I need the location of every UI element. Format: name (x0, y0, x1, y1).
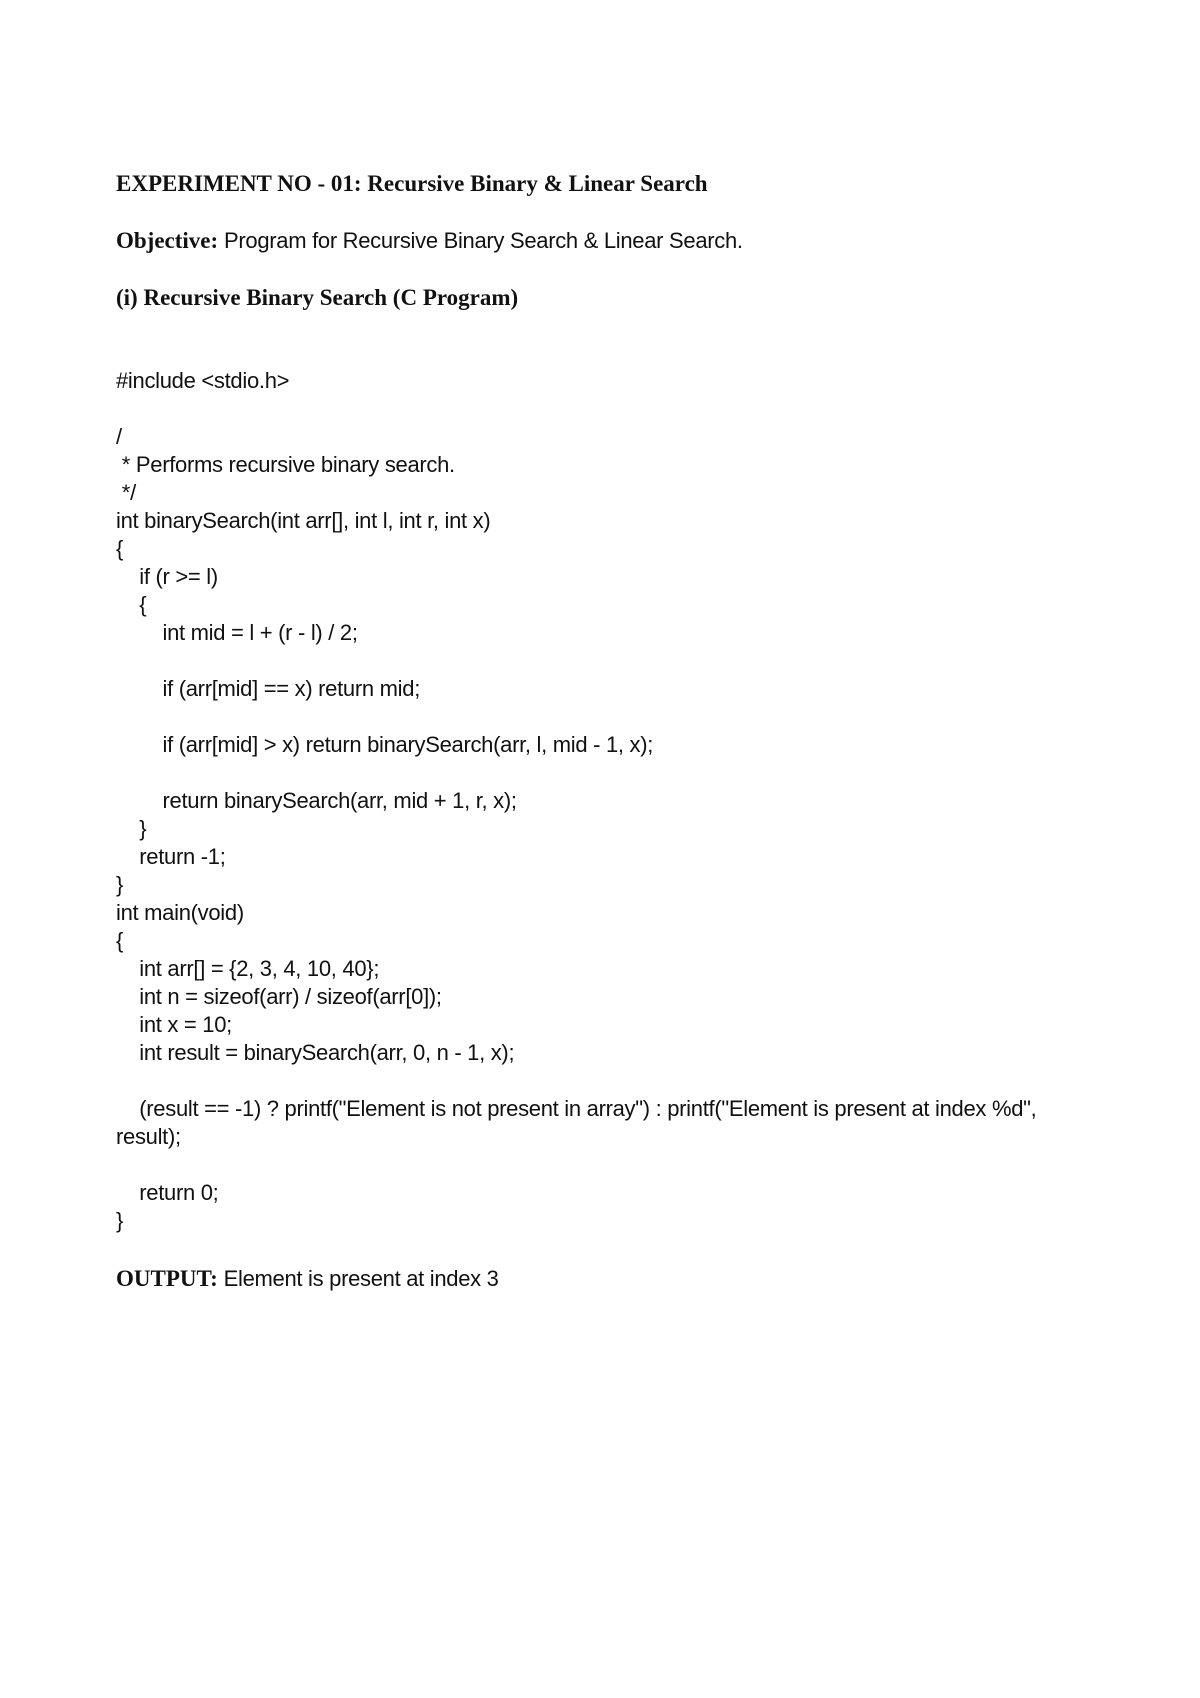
code-line: #include <stdio.h> (116, 368, 290, 393)
code-line (116, 759, 1096, 787)
experiment-title: EXPERIMENT NO - 01: Recursive Binary & Linear Search (116, 171, 708, 196)
code-line: */ (116, 480, 136, 505)
code-line: int mid = l + (r - l) / 2; (116, 620, 358, 645)
code-line: if (arr[mid] == x) return mid; (116, 676, 421, 701)
output-label: OUTPUT: (116, 1266, 218, 1291)
code-line: int x = 10; (116, 1012, 232, 1037)
code-line: } (116, 816, 147, 841)
code-line: } (116, 872, 124, 897)
objective-label: Objective: (116, 228, 219, 253)
code-line: { (116, 592, 147, 617)
code-listing (116, 367, 1096, 1235)
code-line: * Performs recursive binary search. (116, 452, 455, 477)
code-line: if (arr[mid] > x) return binarySearch(arr, l, mid - 1, x); (116, 732, 654, 757)
code-line: return 0; (116, 1180, 219, 1205)
code-line: { (116, 928, 124, 953)
code-line (116, 647, 1096, 675)
code-line: { (116, 536, 124, 561)
code-line: return binarySearch(arr, mid + 1, r, x); (116, 788, 517, 813)
code-line (116, 703, 1096, 731)
code-line: return -1; (116, 844, 226, 869)
code-line: int main(void) (116, 900, 244, 925)
code-line: int result = binarySearch(arr, 0, n - 1, x); (116, 1040, 515, 1065)
code-line: } (116, 1208, 124, 1233)
code-line: int arr[] = {2, 3, 4, 10, 40}; (116, 956, 380, 981)
section-heading: (i) Recursive Binary Search (C Program) (116, 285, 519, 310)
objective-paragraph (116, 227, 743, 255)
code-line (116, 395, 1096, 423)
objective-text: Program for Recursive Binary Search & Linear Search. (218, 228, 743, 253)
code-line: int binarySearch(int arr[], int l, int r, int x) (116, 508, 491, 533)
output-text: Element is present at index 3 (217, 1266, 499, 1291)
code-line (116, 1067, 1096, 1095)
code-line: / (116, 424, 122, 449)
code-line (116, 1151, 1096, 1179)
code-line: int n = sizeof(arr) / sizeof(arr[0]); (116, 984, 442, 1009)
code-line: if (r >= l) (116, 564, 218, 589)
output-paragraph (116, 1265, 499, 1293)
code-line: (result == -1) ? printf("Element is not present in array") : printf("Element is present at index %d", result); (116, 1096, 1043, 1149)
